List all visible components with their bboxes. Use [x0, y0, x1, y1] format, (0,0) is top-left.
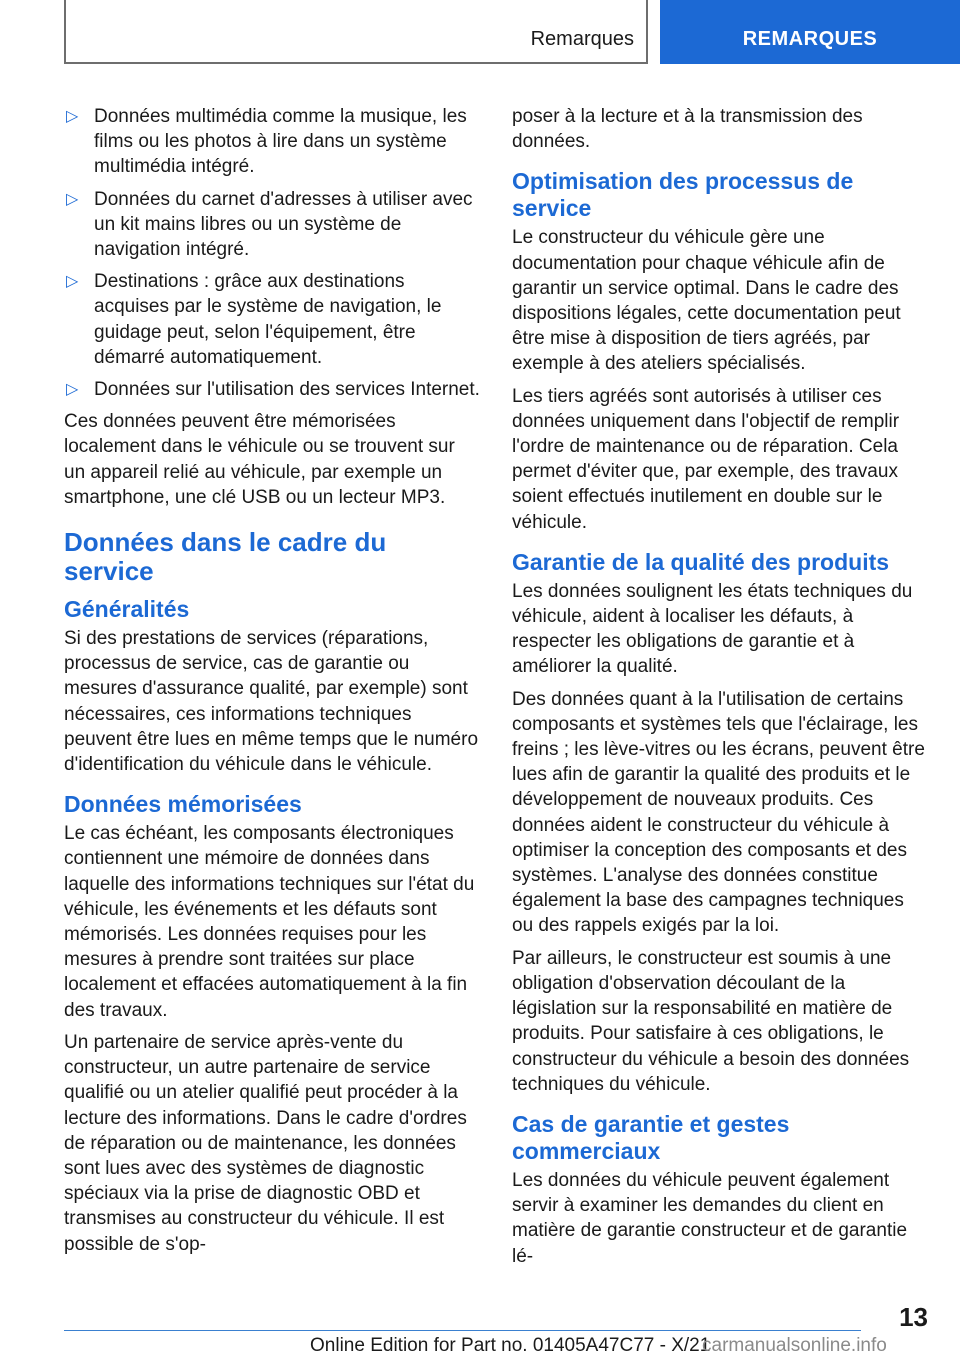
- page-number: 13: [899, 1302, 928, 1332]
- paragraph-stored-2: Un partenaire de service après-vente du constructeur, un autre partenaire de service qualifié ou un atelier qualifié peut procéder à la lecture des informations. Dans le cadre d'ordres de réparation ou de maintenance, les données sont lues avec des systèmes de diagnostic spéciaux via la prise de diagnostic OBD et transmises au constructeur du véhicule. Il est possible de s'op-: [64, 1031, 467, 1255]
- triangle-bullet-icon: ▷: [66, 381, 79, 399]
- header-section-title: Remarques: [530, 28, 634, 50]
- header-chapter-tab: [660, 0, 960, 64]
- right-column: [512, 104, 926, 1276]
- list-item: [64, 187, 480, 263]
- paragraph-optimisation-2: Les tiers agréés sont autorisés à utiliser ces données uniquement dans l'objectif de remplir l'ordre de maintenance ou de réparation. Cela permet d'éviter que, par exemple, des travaux soient effectués inutilement en double sur le véhicule.: [512, 385, 900, 533]
- paragraph-stored-1: Le cas échéant, les composants électroniques contiennent une mémoire de données dans laquelle des informations techniques sur l'état du véhicule, les événements et les défauts sont mémorisés. Les données requises pour les mesures à prendre sont traitées sur place localement et effacées automatiquement à la fin des travaux.: [64, 823, 475, 1021]
- heading-quality: Garantie de la qualité des produits: [512, 548, 890, 575]
- triangle-bullet-icon: ▷: [66, 108, 79, 125]
- paragraph-quality-3: Par ailleurs, le constructeur est soumis à une obligation d'observation découlant de la législation sur la responsabilité en matière de produits. Pour satisfaire à ces obligations, le constructeur du véhicule a besoin des données techniques du véhicule.: [512, 947, 910, 1095]
- bullet-text: Données sur l'utilisation des services Internet.: [94, 379, 480, 401]
- header-section-box: [64, 0, 648, 64]
- heading-service-data: Données dans le cadre du service: [64, 527, 387, 587]
- paragraph-optimisation-1: Le constructeur du véhicule gère une documentation pour chaque véhicule afin de garantir un service optimal. Dans le cadre des dispositions légales, cette documentation peut être mise à disposition de tiers agréés, par exemple à des ateliers spécialisés.: [512, 227, 901, 375]
- triangle-bullet-icon: ▷: [66, 273, 79, 291]
- heading-optimisation: Optimisation des processus de service: [512, 168, 854, 222]
- triangle-bullet-icon: ▷: [66, 190, 79, 208]
- heading-stored-data: Données mémorisées: [64, 791, 302, 818]
- footer-divider: [64, 1330, 861, 1331]
- bullet-text: Données du carnet d'adresses à utiliser avec un kit mains libres ou un système de navigation intégré.: [94, 188, 473, 261]
- list-item: [64, 269, 480, 370]
- header-tab-label: REMARQUES: [742, 28, 878, 50]
- footer-edition: Online Edition for Part no. 01405A47C77 - X/21: [310, 1335, 711, 1356]
- left-column: [64, 104, 480, 1264]
- bullet-text: Destinations : grâce aux destinations acquises par le système de navigation, le guidage peut, selon l'équipement, être démarré automatiquement.: [94, 271, 442, 368]
- heading-warranty: Cas de garantie et gestes commerciaux: [512, 1110, 790, 1164]
- bullet-list: [64, 104, 480, 402]
- paragraph-general: Si des prestations de services (réparations, processus de service, cas de garantie ou mesures d'assurance qualité, par exemple) sont nécessaires, ces informations techniques peuvent être lues en même temps que le numéro d'identification du véhicule dans le véhicule.: [64, 628, 479, 776]
- list-item: [64, 377, 480, 402]
- bullet-text: Données multimédia comme la musique, les films ou les photos à lire dans un système multimédia intégré.: [94, 106, 467, 178]
- paragraph-quality-2: Des données quant à la l'utilisation de certains composants et systèmes tels que l'éclairage, les freins ; les lève-vitres ou les écrans, peuvent être lues afin de garantir la qualité des produits et le développement de nouveaux produits. Ces données aident le constructeur du véhicule à optimiser la conception des composants et des systèmes. L'analyse des données constitue également la base des campagnes techniques ou des rappels exigés par la loi.: [512, 688, 925, 937]
- paragraph-continued: poser à la lecture et à la transmission des données.: [512, 106, 863, 153]
- paragraph-storage: Ces données peuvent être mémorisées localement dans le véhicule ou se trouvent sur un appareil relié au véhicule, par exemple un smartphone, une clé USB ou un lecteur MP3.: [64, 411, 455, 508]
- paragraph-warranty: Les données du véhicule peuvent également servir à examiner les demandes du client en matière de garantie constructeur et de garantie lé-: [512, 1169, 908, 1267]
- list-item: [64, 104, 480, 180]
- paragraph-quality-1: Les données soulignent les états techniques du véhicule, aident à localiser les défauts, à respecter les obligations de garantie et à améliorer la qualité.: [512, 580, 913, 678]
- watermark-text: carmanualsonline.info: [702, 1335, 887, 1356]
- heading-general: Généralités: [64, 596, 190, 623]
